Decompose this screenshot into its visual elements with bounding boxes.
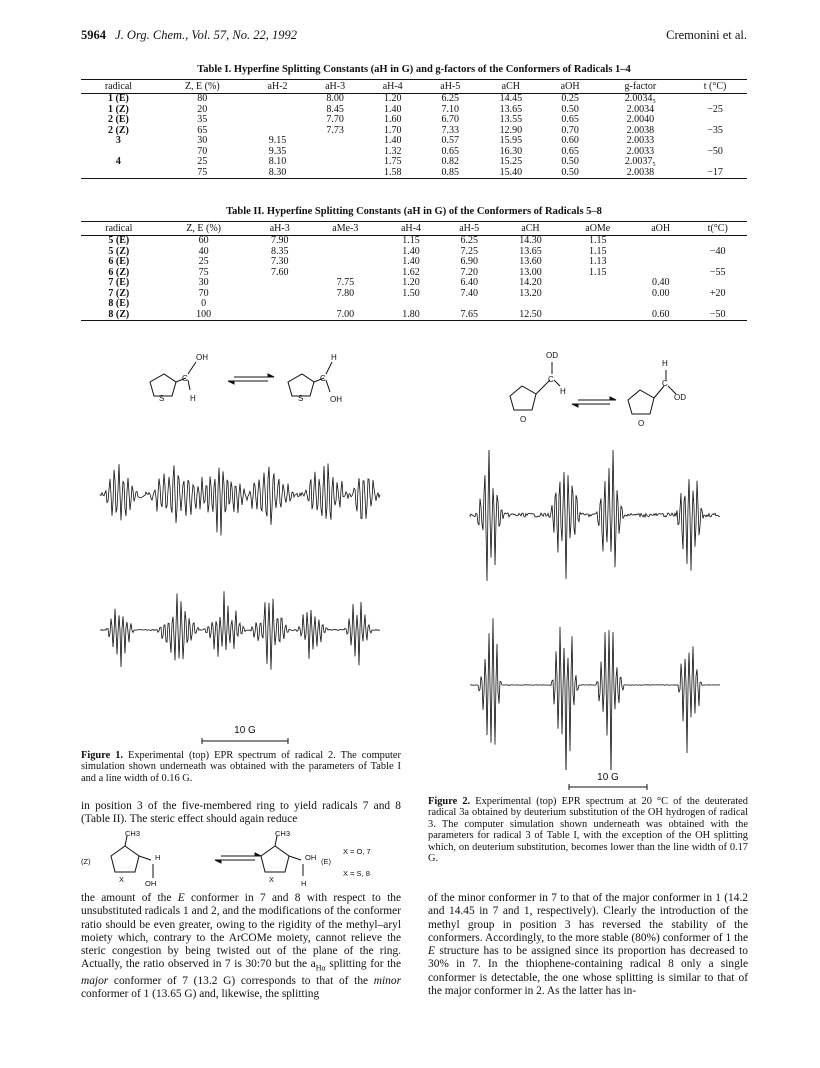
z-label: (Z) (81, 857, 91, 866)
table-cell: 80 (197, 93, 208, 104)
bond-h-left (188, 380, 190, 390)
table-cell: 0 (201, 298, 207, 309)
table-cell (633, 257, 689, 268)
table-cell: 0.50 (543, 168, 598, 179)
table-cell: 0.65 (561, 145, 579, 157)
table-cell: 0.40 (651, 277, 670, 288)
body-left-major: major (81, 975, 109, 988)
table-cell: 8.10 (268, 156, 287, 167)
table-cell: 0.25 (561, 93, 579, 104)
table-cell (309, 236, 382, 247)
c-atom-right: C (662, 379, 668, 388)
table-cell: 1.15 (589, 266, 607, 278)
arrow-head-left (572, 404, 578, 407)
table-cell: 0.60 (561, 135, 579, 146)
h-label-right: H (301, 879, 307, 888)
table-cell: 7.60 (270, 266, 289, 278)
arrow-head-left (228, 381, 234, 384)
table-row (81, 257, 747, 268)
furan-ring-left (510, 386, 536, 410)
figure2-caption-text: Experimental (top) EPR spectrum at 20 °C of the deuterated radical 3a obtained by deuterium substitution of the OH hydrogen of radical 3. The computer simulation shown underneath was obtained with the parameters for radical 3 of Table I, with the exception of the OH splitting which, on deuterium substitution, becomes lower than the line width of 0.17 G. (428, 796, 748, 865)
table-cell: 20 (197, 103, 208, 115)
scheme-methyl-radicals (81, 830, 401, 890)
scheme-furan-equilibrium (498, 344, 698, 429)
h-label-left: H (190, 394, 196, 403)
table-cell: 35 (197, 114, 208, 125)
table-cell: 2.0033 (626, 135, 655, 146)
bond-h-left (554, 380, 560, 386)
body-right-e: E (428, 945, 435, 958)
table-cell: 70 (198, 287, 209, 299)
table-cell (498, 299, 562, 310)
table-cell: 8.35 (270, 245, 289, 257)
t1-col-8: g-factor (598, 80, 684, 94)
ch3-label-right: CH3 (275, 830, 291, 838)
table-row (81, 94, 747, 105)
table-cell: 5 (Z) (108, 245, 130, 257)
table-cell: −25 (707, 103, 723, 115)
table-cell: 65 (197, 124, 208, 136)
table-cell: 7.80 (336, 287, 355, 299)
table-cell (309, 257, 382, 268)
t1-col-5: aH-5 (421, 80, 479, 94)
table-cell: 25 (198, 256, 209, 267)
table2-header-row (81, 222, 747, 236)
table-cell: 2.0038 (626, 124, 655, 136)
h-label-right: H (331, 353, 337, 362)
s-label-left: S (159, 394, 165, 403)
figure1-caption-text: Experimental (top) EPR spectrum of radical 2. The computer simulation shown underneath was obtained with the parameters of Table I and a line width of 0.16 G. (81, 750, 401, 784)
figure2-scale-label: 10 G (597, 772, 619, 783)
table-cell: 6.90 (460, 256, 478, 267)
oh-label-left: OH (196, 353, 208, 362)
table-row (81, 168, 747, 179)
table-cell: 100 (157, 310, 251, 321)
t2-col-8: aOH (633, 222, 689, 236)
table-cell: 13.55 (499, 114, 523, 125)
s-label-right: S (298, 394, 304, 403)
table-cell (306, 136, 364, 147)
table-cell (688, 257, 747, 268)
table2-caption: Table II. Hyperfine Splitting Constants (aH in G) of the Conformers of Radicals 5–8 (226, 206, 602, 217)
bond-h-right (326, 362, 332, 374)
table-cell: 2.0038 (598, 168, 684, 179)
table-cell (251, 310, 309, 321)
table-cell: 8 (Z) (81, 310, 157, 321)
table-cell: −50 (707, 145, 723, 157)
table-cell (309, 247, 382, 258)
table-cell (563, 299, 633, 310)
table-cell: 13.65 (499, 103, 523, 115)
body-left-sub-halpha: Hα (315, 963, 326, 973)
table-row (81, 236, 747, 247)
table-row (81, 289, 747, 300)
scheme-thiophene-equilibrium (140, 344, 360, 414)
table-cell (563, 289, 633, 300)
table-cell: 9.15 (268, 135, 287, 146)
table-cell (249, 105, 307, 116)
table-cell (688, 278, 747, 289)
table-cell: 6 (Z) (108, 266, 130, 278)
table-cell (563, 310, 633, 321)
table-cell (309, 299, 382, 310)
table-cell (633, 299, 689, 310)
table-cell: 9.35 (268, 145, 287, 157)
table1 (81, 79, 747, 179)
table-cell: 1.40 (383, 135, 402, 146)
table-row (81, 115, 747, 126)
table-cell: 7.75 (336, 277, 355, 288)
figure1-experimental-spectrum (100, 464, 380, 536)
table-cell: 1.40 (402, 256, 420, 267)
table-cell: 75 (198, 266, 209, 278)
c-atom-left: C (182, 374, 188, 383)
c-atom-left: C (548, 375, 554, 384)
x-o7-label: X = O, 7 (343, 847, 371, 856)
table-cell: 30 (198, 277, 209, 288)
table-cell: 8 (E) (108, 298, 130, 309)
x-label-right: X (269, 875, 275, 884)
table-row (81, 310, 747, 321)
table-cell: 1.80 (382, 310, 440, 321)
t2-col-6: aCH (498, 222, 562, 236)
body-left-seg2: conformer in 7 and 8 with respect to the unsubstituted radicals 1 and 2, and the modifications of the conformer ratio should be even greater, owing to the rigidity of the methyl–aryl moiety which, contrary to the ArCOMe moiety, cannot relieve the steric congestion by being twisted out of the plane of the ring. Actually, the ratio observed in 7 is 30:70 but the a (81, 892, 401, 971)
figure1-simulated-spectrum (100, 591, 380, 670)
t1-col-2: aH-2 (249, 80, 307, 94)
table-cell: 1.13 (589, 256, 607, 267)
ch3-label-left: CH3 (125, 830, 141, 838)
table-cell (251, 289, 309, 300)
table-cell: 6 (E) (108, 256, 130, 267)
table-cell (563, 278, 633, 289)
table-cell: 15.40 (479, 168, 543, 179)
e-label: (E) (321, 857, 331, 866)
figure2-caption-label: Figure 2. (428, 796, 471, 807)
journal-citation: J. Org. Chem., Vol. 57, No. 22, 1992 (115, 28, 297, 42)
table-cell: 1.40 (383, 103, 402, 115)
table-cell: 40 (198, 245, 209, 257)
body-right (428, 892, 748, 998)
body-left-seg3: splitting for the (325, 958, 401, 971)
t1-col-7: aOH (543, 80, 598, 94)
table-row (81, 157, 747, 168)
table-cell: 16.30 (499, 145, 523, 157)
table-cell: 14.20 (519, 277, 542, 288)
figure1-scale-bar (200, 738, 290, 744)
table-cell: 7.00 (309, 310, 382, 321)
table-cell: +20 (709, 287, 726, 299)
body-left-minor: minor (373, 975, 401, 988)
figure2-spectra (460, 450, 730, 770)
h-label-left: H (155, 853, 161, 862)
figure1-caption (81, 750, 401, 784)
running-header (81, 28, 747, 48)
table-row (81, 278, 747, 289)
ring-right (261, 846, 289, 872)
table-cell: 1.40 (402, 245, 420, 257)
t2-col-5: aH-5 (440, 222, 498, 236)
table-cell: 14.45 (499, 93, 523, 104)
table-cell: 15.95 (499, 135, 523, 146)
table-cell: 5 (E) (108, 235, 130, 246)
t2-col-9: t(°C) (688, 222, 747, 236)
table1-header-row (81, 80, 747, 94)
table-cell: 60 (198, 235, 209, 246)
figure2-simulated-spectrum (470, 618, 720, 770)
table-cell: −50 (688, 310, 747, 321)
t2-col-2: aH-3 (251, 222, 309, 236)
body-left-seg5: conformer of 1 (13.65 G) and, likewise, the splitting (81, 988, 320, 1001)
x-label-left: X (119, 875, 125, 884)
table-cell: 12.50 (498, 310, 562, 321)
table-cell: 6.40 (460, 277, 478, 288)
table-cell: 1.20 (402, 277, 420, 288)
table-cell: 7.30 (270, 256, 289, 267)
table-cell: 6.70 (441, 114, 460, 125)
table-cell (440, 299, 498, 310)
body-left-bottom (81, 892, 401, 1002)
table-cell (688, 299, 747, 310)
table-cell: 7.90 (270, 235, 289, 246)
table-cell: 1.15 (589, 235, 607, 246)
table-cell: 6.25 (460, 235, 478, 246)
t2-col-0: radical (81, 222, 157, 236)
table-cell (249, 94, 307, 105)
table-cell: 0.50 (561, 103, 579, 115)
header-left (81, 28, 297, 43)
figure2-experimental-spectrum (470, 450, 720, 581)
table-cell (688, 236, 747, 247)
table-cell: 8.30 (249, 168, 307, 179)
figure1-scale-label: 10 G (234, 725, 256, 736)
table-cell: 7.65 (440, 310, 498, 321)
arrow-head-left (215, 860, 221, 863)
table-cell: 3 (115, 135, 121, 146)
table-cell: 1.60 (383, 114, 402, 125)
table-cell (683, 157, 747, 168)
table-cell: 2 (E) (108, 114, 129, 125)
table-cell: 1.15 (589, 245, 607, 257)
table-cell: 1 (Z) (108, 103, 129, 115)
table-cell: 1.62 (402, 266, 420, 278)
od-label-left: OD (546, 351, 558, 360)
body-left-seg4: conformer of 7 (13.2 G) corresponds to that of the (108, 975, 374, 988)
table-cell: 70 (197, 145, 208, 157)
body-left-top: in position 3 of the five-membered ring to yield radicals 7 and 8 (Table II). The steric effect should again reduce (81, 800, 401, 826)
table-cell: 7.70 (326, 114, 344, 125)
table-cell: 7.25 (460, 245, 478, 257)
figure2-scale-bar (567, 784, 649, 790)
table-cell: −35 (707, 124, 723, 136)
table-cell (633, 236, 689, 247)
x-s8-label: X = S, 8 (343, 869, 370, 878)
body-left-e: E (177, 892, 185, 904)
oh-label-right: OH (305, 853, 317, 862)
table-cell: 13.60 (519, 256, 542, 267)
table-cell: 2 (Z) (108, 124, 129, 136)
table-cell (633, 247, 689, 258)
bond-oh-right (326, 380, 330, 392)
t2-col-4: aH-4 (382, 222, 440, 236)
table-cell: 1.70 (383, 124, 402, 136)
table-cell: 7.73 (326, 124, 344, 136)
table-cell: 0.85 (421, 168, 479, 179)
o-label-right: O (638, 419, 645, 428)
table-cell (683, 94, 747, 105)
table-cell: 0.65 (561, 114, 579, 125)
h-label-right: H (662, 359, 668, 368)
t2-col-7: aOMe (563, 222, 633, 236)
table-cell: 75 (156, 168, 249, 179)
table2 (81, 221, 747, 321)
t2-col-1: Z, E (%) (157, 222, 251, 236)
table-cell: 2.0034 (626, 103, 655, 115)
table-cell: 1 (E) (108, 93, 129, 104)
table-cell: 8.45 (326, 103, 344, 115)
t1-col-6: aCH (479, 80, 543, 94)
thiophene-ring-right (288, 374, 314, 396)
table-cell (306, 147, 364, 158)
t1-col-0: radical (81, 80, 156, 94)
od-label-right: OD (674, 393, 686, 402)
page-number: 5964 (81, 28, 106, 42)
table-row (81, 299, 747, 310)
table-cell: −17 (683, 168, 747, 179)
table1-caption: Table I. Hyperfine Splitting Constants (aH in G) and g-factors of the Conformers of Radicals 1–4 (197, 64, 631, 75)
table-cell: 0.82 (441, 156, 460, 167)
table-cell: 7.40 (460, 287, 478, 299)
t1-col-1: Z, E (%) (156, 80, 249, 94)
t1-col-9: t (°C) (683, 80, 747, 94)
table-cell: 4 (115, 156, 121, 167)
table-cell: 1.20 (383, 93, 402, 104)
table-cell: 7.20 (460, 266, 478, 278)
table-cell (306, 168, 364, 179)
table-cell (306, 157, 364, 168)
table-cell: 0.60 (633, 310, 689, 321)
table-cell: 7 (Z) (108, 287, 130, 299)
arrow-head-right (610, 397, 616, 400)
figure2-caption (428, 796, 748, 864)
table-cell: 0.00 (651, 287, 670, 299)
table-cell: 1.50 (402, 287, 420, 299)
t1-col-3: aH-3 (306, 80, 364, 94)
table-cell: 13.00 (519, 266, 542, 278)
table-cell (249, 115, 307, 126)
table-cell: 1.15 (402, 235, 420, 246)
table-cell: 1.75 (383, 156, 402, 167)
table-cell: 30 (197, 135, 208, 146)
oh-label-right: OH (330, 395, 342, 404)
body-right-seg2: structure has to be assigned since its proportion has decreased to 30% in 7. In the thiophene-containing radical 8 only a single conformer is detectable, the one whose splitting is similar to that of the major conformer in 2. As the latter has in- (428, 945, 748, 998)
bond-c-left (139, 856, 151, 860)
table-cell: 0.57 (441, 135, 460, 146)
figure1-spectra (90, 440, 390, 670)
table-cell: 2.0033 (626, 145, 655, 157)
table-cell: 15.25 (499, 156, 523, 167)
table-cell: 7.10 (441, 103, 460, 115)
table-cell: −40 (709, 245, 726, 257)
table-cell (81, 168, 156, 179)
table-cell (683, 136, 747, 147)
t1-col-4: aH-4 (364, 80, 422, 94)
table-cell: 6.25 (441, 93, 460, 104)
body-right-seg1: of the minor conformer in 7 to that of the major conformer in 1 (14.2 and 14.45 in 7 and 1, respectively). Clearly the introduction of the methyl group in position 3 has reversed the stability of the conformers. Accordingly, to the more stable (80%) conformer of 1 the (428, 892, 748, 944)
table2-body (81, 236, 747, 321)
table-cell: 7 (E) (108, 277, 130, 288)
table-cell: 1.58 (364, 168, 422, 179)
table-cell: 0.70 (561, 124, 579, 136)
arrow-head-right (268, 374, 274, 377)
table-cell: 7.33 (441, 124, 460, 136)
h-label-left: H (560, 387, 566, 396)
header-authors: Cremonini et al. (666, 28, 747, 42)
table-row (81, 136, 747, 147)
o-label-left: O (520, 415, 527, 424)
oh-label-left: OH (145, 879, 157, 888)
table-cell (251, 278, 309, 289)
table-cell: 1.32 (383, 145, 402, 157)
ring-left (111, 846, 139, 872)
table-cell: 25 (197, 156, 208, 167)
table-cell: 2.0034₅ (624, 93, 656, 104)
table-cell: 13.65 (519, 245, 542, 257)
table-cell: 13.20 (519, 287, 542, 299)
table-cell: 0.50 (561, 156, 579, 167)
table-cell: 2.0040 (626, 114, 655, 125)
table-cell: −55 (709, 266, 726, 278)
figure1-caption-label: Figure 1. (81, 750, 124, 761)
table-cell (382, 299, 440, 310)
c-atom-right: C (320, 374, 326, 383)
thiophene-ring-left (150, 374, 176, 396)
table-cell: 12.90 (499, 124, 523, 136)
table1-body (81, 94, 747, 179)
table-cell (251, 299, 309, 310)
table-cell (683, 115, 747, 126)
t2-col-3: aMe-3 (309, 222, 382, 236)
body-left-seg1: the amount of the (81, 892, 178, 904)
table-cell: 14.30 (519, 235, 542, 246)
table-cell: 2.0037₅ (624, 156, 656, 167)
table-cell: 0.65 (441, 145, 460, 157)
furan-ring-right (628, 390, 654, 414)
bond-oh-left (188, 362, 196, 374)
arrow-head-right (255, 853, 261, 856)
bond-c-right (289, 856, 301, 860)
table-cell: 8.00 (326, 93, 344, 104)
